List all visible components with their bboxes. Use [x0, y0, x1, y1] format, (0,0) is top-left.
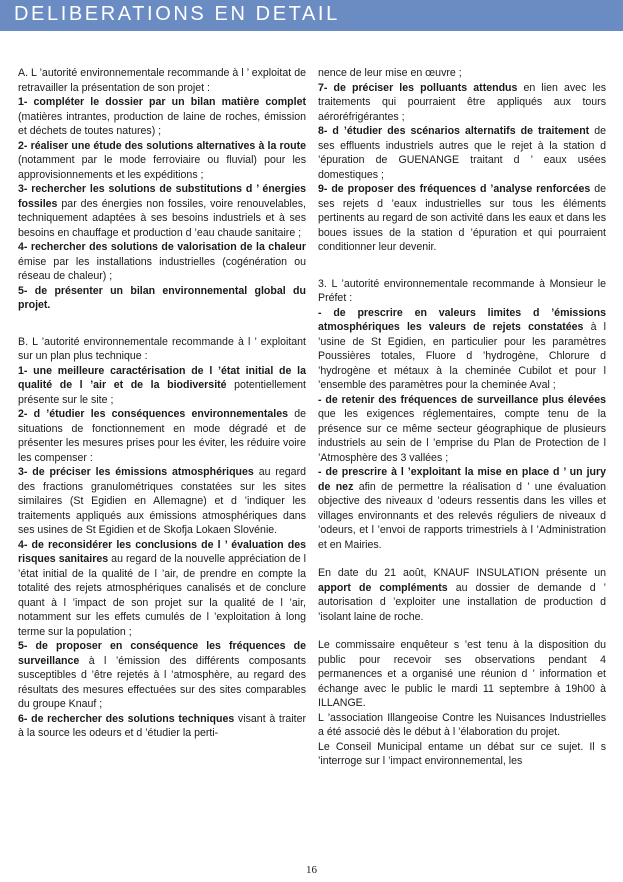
section-b-list	[18, 364, 306, 741]
continuation-text: nence de leur mise en œuvre ;	[318, 67, 462, 79]
section-3-intro: 3. L ’autorité environnementale recommande à Monsieur le Préfet :	[318, 277, 606, 304]
paragraph-august-post: au dossier de demande d ’ autorisation d ’exploiter une installation de production d ’isolant laine de roche.	[318, 581, 606, 623]
right-column	[318, 66, 606, 769]
list-item	[318, 393, 606, 466]
list-item	[318, 81, 606, 125]
list-item-heading: 2- réaliser une étude des solutions alternatives à la route	[18, 139, 306, 152]
list-item-text: afin de permettre la réalisation d ’ une évaluation objective des niveaux d ’odeurs ressentis dans les villes et villages environnants et des relevés réguliers de niveaux d ’odeurs, et l ’envoi de rapports trimestriels à l ’Administration et en Mairies.	[318, 480, 607, 551]
list-item	[18, 240, 306, 284]
paragraph-commissaire: Le commissaire enquêteur s ’est tenu à la disposition du public pour recevoir ses observations pendant 4 permanences et a organisé une réunion d ’ information et échange avec le public le mardi 11 septembre à 19h00 à ILLANGE.	[318, 639, 606, 709]
list-item-text: (notamment par le mode ferroviaire ou fluvial) pour les approvisionnements et les expéditions ;	[18, 154, 306, 181]
list-item-heading: 5- de proposer en conséquence les fréquences de surveillance	[18, 640, 306, 667]
list-item	[18, 139, 306, 183]
list-item	[18, 95, 306, 139]
list-item	[18, 364, 306, 408]
list-item-text: visant à traiter à la source les odeurs et d ’étudier la perti-	[18, 712, 307, 739]
list-item	[318, 124, 606, 182]
list-item	[18, 284, 306, 313]
list-item-heading: 7- de préciser les polluants attendus	[318, 81, 518, 94]
section-title: DELIBERATIONS EN DETAIL	[14, 3, 340, 25]
recommendation-list-continued	[318, 81, 606, 255]
paragraph-august-pre: En date du 21 août, KNAUF INSULATION présente un	[318, 567, 606, 579]
section-3-list	[318, 306, 606, 553]
paragraph-conseil: Le Conseil Municipal entame un débat sur ce sujet. Il s ’interroge sur l ’impact environnemental, les	[318, 740, 606, 767]
list-item-text: par des énergies non fossiles, voire renouvelables, techniquement adaptées à ses besoins industriels et à ses besoins en chauffage et production d ’eau chaude sanitaire ;	[18, 197, 306, 239]
page-number: 16	[306, 864, 317, 876]
list-item-heading: 8- d ’étudier des scénarios alternatifs de traitement	[318, 125, 590, 137]
list-item-text: en lien avec les traitements qui pourraient être appliqués aux tours aéroréfrigérantes ;	[318, 81, 607, 123]
list-item-heading: - de prescrire en valeurs limites d ’émissions atmosphériques les valeurs de rejets constatées	[318, 306, 606, 333]
list-item-heading: - de prescrire à l ’exploitant la mise en place d ’ un jury de nez	[318, 466, 606, 493]
list-item-text: de ses rejets d ’eaux industrielles sur tous les éléments pertinents au regard de son activité dans les eaux et dans les boues issues de la station d ’épuration et qui pourraient conditionner leur devenir.	[318, 183, 606, 253]
spacer	[318, 624, 606, 638]
paragraph-august	[318, 566, 606, 624]
list-item-heading: 9- de proposer des fréquences d ’analyse renforcées	[318, 183, 591, 195]
list-item-heading: 6- de rechercher des solutions techniques	[18, 712, 235, 725]
list-item-text: émise par les installations industrielles (cogénération ou réseau de chaleur) ;	[18, 255, 306, 282]
list-item	[18, 182, 306, 240]
list-item-heading: 1- compléter le dossier par un bilan matière complet	[18, 96, 306, 108]
list-item-text: au regard des fractions granulométriques constatées sur les sites similaires (St Egidien en Allemagne) et d ’indiquer les traitements appliqués aux émissions atmosphériques dans ses usines de St Egidien et de Skofja Lokaen Slovénie.	[18, 466, 306, 536]
list-item-heading: 4- de reconsidérer les conclusions de l ’ évaluation des risques sanitaires	[18, 538, 306, 565]
list-item-heading: 1- une meilleure caractérisation de l ’état initial de la qualité de l ’air et de la biodiversité	[18, 364, 306, 391]
list-item	[18, 407, 306, 465]
paragraph-association: L ’association Illangeoise Contre les Nuisances Industrielles a été associé dès le début à l ’élaboration du projet.	[318, 711, 606, 738]
list-item-heading: 3- de préciser les émissions atmosphériques	[18, 466, 254, 478]
list-item-heading: 3- rechercher les solutions de substitutions d ’ énergies fossiles	[18, 183, 306, 210]
list-item	[18, 712, 306, 741]
section-a-list	[18, 95, 306, 313]
list-item	[18, 538, 306, 640]
list-item-heading: - de retenir des fréquences de surveillance plus élevées	[318, 393, 606, 406]
list-item-text: à l ’émission des différents composants susceptibles d ’être rejetés à l ’atmosphère, au regard des résultats des mesures effectuées sur des sites comparables du groupe Knauf ;	[18, 654, 306, 710]
list-item-heading: 2- d ’étudier les conséquences environnementales	[18, 408, 289, 420]
list-item	[318, 306, 606, 393]
list-item-text: que les exigences réglementaires, compte tenu de la présence sur ce même secteur géographique de plusieurs industriels au sein de l ’emprise du Plan de Protection de l ’Atmosphère des 3 vallées ;	[318, 408, 606, 464]
section-header-bar	[0, 0, 623, 31]
list-item-text: potentiellement présente sur le site ;	[18, 379, 307, 406]
list-item-heading: 5- de présenter un bilan environnemental global du projet.	[18, 284, 306, 311]
section-a-intro: A. L ’autorité environnementale recommande à l ’ exploitat de retravailler la présentation de son projet :	[18, 67, 306, 94]
spacer	[318, 269, 606, 277]
list-item	[318, 182, 606, 255]
list-item-text: de situations de fonctionnement en mode dégradé et de présenter les mesures prises pour les éviter, les réduire voire les compenser :	[18, 408, 306, 464]
list-item-text: au regard de la nouvelle appréciation de l ’état initial de la qualité de l ’air, de prendre en compte la totalité des rejets atmosphériques canalisés et de conclure quant à l ’impact de son projet sur la qualité de l ’air, notamment sur les effets cumulés de l ’exploitation à long terme sur la population ;	[18, 553, 306, 638]
list-item	[18, 639, 306, 712]
spacer	[18, 313, 306, 327]
spacer	[18, 327, 306, 335]
list-item-text: à l ’usine de St Egidien, en particulier pour les paramètres Poussières totales, Fluore d ’hydrogène, Chlorure d ’hydrogène et métaux à la cheminée Cubilot et pour l ’ensemble des paramètres pour la cheminée Aval ;	[318, 321, 606, 391]
paragraph-august-bold: apport de compléments	[318, 581, 448, 594]
list-item	[18, 465, 306, 538]
spacer	[318, 552, 606, 566]
spacer	[318, 255, 606, 269]
left-column	[18, 66, 306, 741]
list-item-text: (matières intrantes, production de laine de roches, émission et déchets de toutes natures) ;	[18, 110, 306, 137]
list-item-heading: 4- rechercher des solutions de valorisation de la chaleur	[18, 241, 306, 253]
list-item-text: de ses effluents industriels autres que le rejet à la station d ’épuration de GUENANGE traitant d ’ eaux usées domestiques ;	[318, 125, 607, 181]
list-item	[318, 465, 606, 552]
section-b-intro: B. L ’autorité environnementale recommande à l ’ exploitant sur un plan plus technique :	[18, 335, 306, 362]
